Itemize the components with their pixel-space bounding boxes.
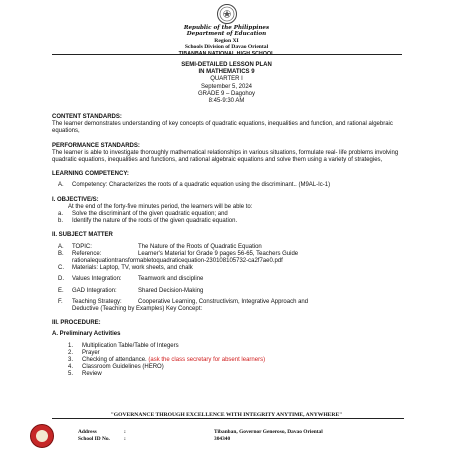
topic-text: The Nature of the Roots of Quadratic Equation bbox=[138, 243, 262, 250]
competency-text: Competency: Characterizes the roots of a quadratic equation using the discriminant.. (M9AL-Ic-1) bbox=[72, 182, 331, 189]
procedure-text: Review bbox=[82, 371, 102, 378]
list-label: 2. bbox=[68, 349, 74, 356]
footer-divider bbox=[52, 418, 404, 419]
list-label: D. bbox=[58, 276, 64, 283]
list-item bbox=[52, 350, 404, 357]
gad-text: Shared Decision-Making bbox=[138, 287, 204, 294]
procedure-heading: III. PROCEDURE: bbox=[52, 320, 101, 327]
list-label: 4. bbox=[68, 364, 74, 371]
list-label: 3. bbox=[68, 357, 74, 364]
objective-text: Identify the nature of the roots of the given quadratic equation. bbox=[72, 218, 238, 225]
objective-text: Solve the discriminant of the given quadratic equation; and bbox=[72, 211, 228, 218]
list-label: A. bbox=[58, 243, 64, 250]
list-item bbox=[52, 371, 404, 378]
strategy-text-2: Deductive (Teaching by Examples) Key Concept: bbox=[72, 306, 203, 313]
lesson-date: September 5, 2024 bbox=[200, 83, 253, 90]
list-item bbox=[52, 357, 404, 364]
attendance-note: (ask the class secretary for absent learners) bbox=[148, 357, 266, 364]
list-label: 1. bbox=[68, 342, 74, 349]
learning-competency-heading: LEARNING COMPETENCY: bbox=[52, 171, 129, 178]
reference-item bbox=[52, 251, 404, 265]
procedure-text: Classroom Guidelines (HERO) bbox=[82, 364, 164, 371]
strategy-text: Cooperative Learning, Constructivism, Integrative Approach and bbox=[138, 298, 309, 305]
lesson-body bbox=[52, 114, 404, 379]
list-label: B. bbox=[58, 250, 64, 257]
school-id-label: School ID No. bbox=[78, 436, 110, 442]
republic-line: Republic of the Philippines bbox=[183, 25, 270, 31]
strategy-key: Teaching Strategy: bbox=[72, 298, 122, 305]
reference-text: Learner's Material for Grade 9 pages 56-65, Teachers Guide bbox=[138, 250, 299, 257]
procedure-text: Checking of attendance. bbox=[82, 357, 147, 364]
gad-item bbox=[52, 288, 404, 295]
topic-key: TOPIC: bbox=[72, 243, 92, 250]
subject-matter-heading: II. SUBJECT MATTER bbox=[52, 232, 113, 239]
list-label: F. bbox=[58, 298, 63, 305]
gad-key: GAD Integration: bbox=[72, 287, 117, 294]
values-item bbox=[52, 276, 404, 283]
department-line: Department of Education bbox=[186, 31, 267, 38]
quarter: QUARTER I bbox=[210, 76, 243, 83]
title-block bbox=[0, 62, 453, 105]
address-colon: : bbox=[124, 429, 126, 435]
content-standards-heading: CONTENT STANDARDS: bbox=[52, 114, 122, 120]
deped-seal-icon bbox=[217, 4, 237, 24]
footer-info bbox=[78, 429, 323, 443]
school-name: TIBANBAN NATIONAL HIGH SCHOOL bbox=[178, 50, 275, 57]
list-item bbox=[52, 343, 404, 350]
procedure-text: Multiplication Table/Table of Integers bbox=[82, 342, 179, 349]
region-line: Region XI bbox=[214, 37, 239, 44]
procedure-text: Prayer bbox=[82, 349, 100, 356]
preliminary-heading: A. Preliminary Activities bbox=[52, 331, 121, 338]
list-item bbox=[52, 218, 404, 225]
competency-item bbox=[52, 182, 404, 189]
content-standards-text: The learner demonstrates understanding of key concepts of quadratic equations, inequalities and function, and rational algebraic equations, bbox=[52, 121, 393, 135]
school-id-value: 304340 bbox=[214, 436, 231, 442]
reference-key: Reference: bbox=[72, 250, 102, 257]
values-text: Teamwork and discipline bbox=[138, 276, 204, 283]
list-label: C. bbox=[58, 265, 64, 272]
performance-standards-text: The learner is able to investigate thoroughly mathematical relationships in various situations, formulate real- life problems involving quadratic equations, inequalities and functions, and rational algebraic equations and solve them using a variety of strategies, bbox=[52, 149, 399, 164]
reference-link: rationalequationtransformabletoquadraticequation-230108105732-ca2f7ae0.pdf bbox=[72, 258, 283, 265]
footer-motto: "GOVERNANCE THROUGH EXCELLENCE WITH INTEGRITY ANYTIME, ANYWHERE" bbox=[110, 412, 343, 418]
list-label: A. bbox=[58, 182, 64, 189]
materials-text: Materials: Laptop, TV, work sheets, and chalk bbox=[72, 265, 193, 272]
performance-standards-heading: PERFORMANCE STANDARDS: bbox=[52, 142, 140, 149]
grade-section: GRADE 9 – Dagohoy bbox=[197, 90, 256, 97]
objectives-intro: At the end of the forty-five minutes period, the learners will be able to: bbox=[68, 203, 253, 210]
list-item bbox=[52, 364, 404, 371]
address-value: Tibanban, Governor Generoso, Davao Oriental bbox=[214, 429, 323, 435]
lesson-time: 8:45-9:30 AM bbox=[208, 98, 245, 105]
topic-item bbox=[52, 244, 404, 251]
list-label: E. bbox=[58, 287, 64, 294]
school-id-colon: : bbox=[124, 436, 126, 442]
list-label: a. bbox=[58, 211, 64, 218]
list-label: 5. bbox=[68, 371, 74, 378]
title-line-2: IN MATHEMATICS 9 bbox=[198, 69, 255, 76]
address-label: Address bbox=[78, 429, 97, 435]
school-logo-icon bbox=[30, 424, 54, 448]
objectives-heading: I. OBJECTIVE/S: bbox=[52, 196, 99, 203]
title-line-1: SEMI-DETAILED LESSON PLAN bbox=[181, 62, 272, 68]
letterhead bbox=[0, 4, 453, 57]
header-divider bbox=[52, 54, 402, 55]
values-key: Values Integration: bbox=[72, 276, 122, 283]
materials-item bbox=[52, 265, 404, 272]
list-item bbox=[52, 211, 404, 218]
list-label: b. bbox=[58, 218, 64, 225]
strategy-item bbox=[52, 299, 404, 313]
division-line: Schools Division of Davao Oriental bbox=[184, 44, 269, 51]
